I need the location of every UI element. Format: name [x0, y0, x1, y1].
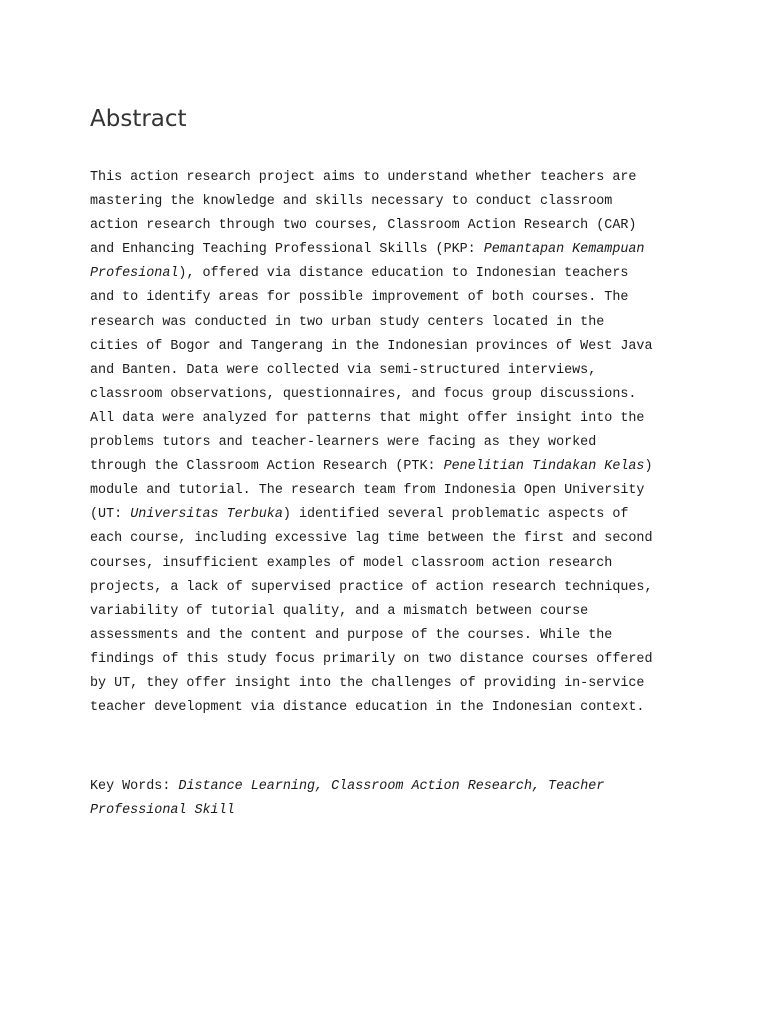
text-run: courses, insufficient examples of model classroom action research — [90, 555, 613, 571]
text-line — [90, 648, 690, 672]
abstract-title: Abstract — [90, 106, 187, 132]
italic-text: Professional Skill — [90, 803, 235, 819]
text-run: classroom observations, questionnaires, and focus group discussions. — [90, 386, 637, 402]
text-run: findings of this study focus primarily on two distance courses offered — [90, 651, 653, 667]
text-run: All data were analyzed for patterns that might offer insight into the — [90, 410, 645, 426]
abstract-body — [90, 166, 690, 720]
text-run: research was conducted in two urban study centers located in the — [90, 314, 605, 330]
text-line — [90, 166, 690, 190]
text-line — [90, 286, 690, 310]
text-line — [90, 311, 690, 335]
text-run: each course, including excessive lag time between the first and second — [90, 531, 653, 547]
text-line — [90, 190, 690, 214]
text-run: variability of tutorial quality, and a mismatch between course — [90, 603, 589, 619]
italic-text: Universitas Terbuka — [130, 507, 283, 523]
text-line — [90, 407, 690, 431]
text-line — [90, 600, 690, 624]
text-run: and Enhancing Teaching Professional Skills (PKP: — [90, 242, 484, 258]
text-run: teacher development via distance education in the Indonesian context. — [90, 700, 645, 716]
text-line — [90, 527, 690, 551]
text-line — [90, 214, 690, 238]
text-run: ), offered via distance education to Indonesian teachers — [178, 266, 629, 282]
keywords-paragraph — [90, 775, 690, 823]
text-line — [90, 775, 690, 799]
text-run: through the Classroom Action Research (PTK: — [90, 459, 444, 475]
text-run: by UT, they offer insight into the challenges of providing in-service — [90, 675, 645, 691]
text-line — [90, 238, 690, 262]
text-run: module and tutorial. The research team from Indonesia Open University — [90, 483, 645, 499]
text-line — [90, 335, 690, 359]
text-line — [90, 503, 690, 527]
text-line — [90, 383, 690, 407]
text-line — [90, 479, 690, 503]
italic-text: Distance Learning, Classroom Action Research, Teacher — [178, 779, 605, 794]
text-line — [90, 799, 690, 823]
text-run: (UT: — [90, 507, 131, 523]
text-line — [90, 624, 690, 648]
text-line — [90, 262, 690, 286]
text-run: cities of Bogor and Tangerang in the Indonesian provinces of West Java — [90, 338, 653, 354]
text-line — [90, 696, 690, 720]
text-run: ) identified several problematic aspects of — [282, 507, 629, 523]
text-run: projects, a lack of supervised practice of action research techniques, — [90, 579, 653, 595]
text-line — [90, 359, 690, 383]
text-run: This action research project aims to understand whether teachers are — [90, 170, 637, 185]
italic-text: Profesional — [90, 266, 179, 282]
text-run: action research through two courses, Classroom Action Research (CAR) — [90, 218, 637, 234]
text-run: and to identify areas for possible improvement of both courses. The — [90, 290, 629, 306]
italic-text: Pemantapan Kemampuan — [483, 242, 645, 258]
text-run: Key Words: — [90, 779, 179, 794]
text-line — [90, 431, 690, 455]
text-line — [90, 576, 690, 600]
text-run: mastering the knowledge and skills necessary to conduct classroom — [90, 194, 613, 210]
text-line — [90, 672, 690, 696]
text-run: ) — [644, 459, 653, 475]
text-run: problems tutors and teacher-learners were facing as they worked — [90, 435, 597, 451]
italic-text: Penelitian Tindakan Kelas — [443, 459, 645, 475]
text-run: and Banten. Data were collected via semi-structured interviews, — [90, 362, 597, 378]
text-line — [90, 455, 690, 479]
text-run: assessments and the content and purpose of the courses. While the — [90, 627, 613, 643]
text-line — [90, 552, 690, 576]
